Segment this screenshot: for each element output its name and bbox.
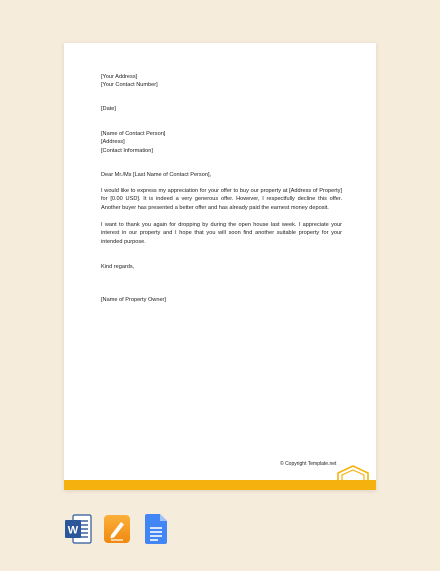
sender-contact-number: [Your Contact Number] bbox=[101, 82, 158, 88]
paragraph-appreciation: I would like to express my appreciation for your offer to buy our property at [Address of Property] for [0.00 USD]. It is indeed a very generous offer. However, I respectfully decline this offer. Another buyer has presented a better offer and has already paid the earnest money deposit. bbox=[101, 188, 342, 211]
salutation: Dear Mr./Ms [Last Name of Contact Person], bbox=[101, 172, 212, 178]
letter-page bbox=[64, 43, 376, 490]
paragraph-thanks: I want to thank you again for dropping by during the open house last week. I appreciate your interest in our property and I hope that you will soon find another suitable property for your intended purpose. bbox=[101, 222, 342, 245]
copyright-notice: © Copyright Template.net bbox=[280, 461, 337, 467]
closing: Kind regards, bbox=[101, 264, 135, 270]
letter-date: [Date] bbox=[101, 106, 116, 112]
word-icon[interactable] bbox=[65, 514, 92, 549]
signature-placeholder: [Name of Property Owner] bbox=[101, 297, 166, 303]
recipient-contact: [Contact Information] bbox=[101, 148, 153, 154]
sender-address: [Your Address] bbox=[101, 74, 138, 80]
recipient-name: [Name of Contact Person] bbox=[101, 131, 166, 137]
recipient-address: [Address] bbox=[101, 139, 125, 145]
word-icon-letter: W bbox=[67, 524, 79, 537]
google-docs-icon[interactable] bbox=[145, 514, 167, 549]
pages-icon[interactable] bbox=[104, 514, 130, 549]
footer-accent-bar bbox=[64, 480, 376, 490]
